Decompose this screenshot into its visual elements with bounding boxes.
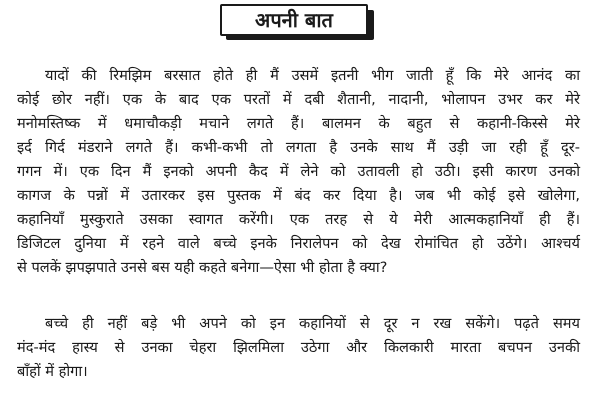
paragraph-line: से पलकें झपझपाते उनसे बस यही कहते बनेगा—ऐसा भी होता है क्या? — [17, 259, 388, 276]
paragraph-line: कहानियाँ मुस्कुराते उसका स्वागत करेंगी। एक तरह से ये मेरी आत्मकहानियाँ ही हैं। — [17, 211, 580, 228]
paragraph-line: गगन में। एक दिन मैं इनको अपनी कैद में लेने को उतावली हो उठी। इसी कारण उनको — [17, 163, 580, 180]
paragraph-line: मंद-मंद हास्य से उनका चेहरा झिलमिला उठेगा और किलकारी मारता बचपन उनकी — [17, 339, 580, 356]
paragraph-line: बाँहों में होगा। — [17, 363, 88, 380]
title-box — [220, 4, 368, 36]
paragraph-line: डिजिटल दुनिया में रहने वाले बच्चे इनके निरालेपन को देख रोमांचित हो उठेंगे। आश्चर्य — [17, 235, 580, 252]
page-title: अपनी बात — [255, 8, 333, 32]
paragraph-line: कोई छोर नहीं। एक के बाद एक परतों में दबी शैतानी, नादानी, भोलापन उभर कर मेरे — [17, 91, 580, 108]
paragraph-line: बच्चे ही नहीं बड़े भी अपने को इन कहानियों से दूर न रख सकेंगे। पढ़ते समय — [45, 315, 580, 332]
paragraph-line: यादों की रिमझिम बरसात होते ही मैं उसमें इतनी भीग जाती हूँ कि मेरे आनंद का — [45, 67, 580, 84]
paragraph-line: मनोमस्तिष्क में धमाचौकड़ी मचाने लगते हैं। बालमन के बहुत से कहानी-किस्से मेरे — [17, 115, 580, 132]
paragraph-line: इर्द गिर्द मंडराने लगते हैं। कभी-कभी तो लगता है उनके साथ मैं उड़ी जा रही हूँ दूर- — [17, 139, 580, 156]
paragraph-line: कागज के पन्नों में उतारकर इस पुस्तक में बंद कर दिया है। जब भी कोई इसे खोलेगा, — [17, 187, 580, 204]
title-frame — [220, 4, 374, 38]
